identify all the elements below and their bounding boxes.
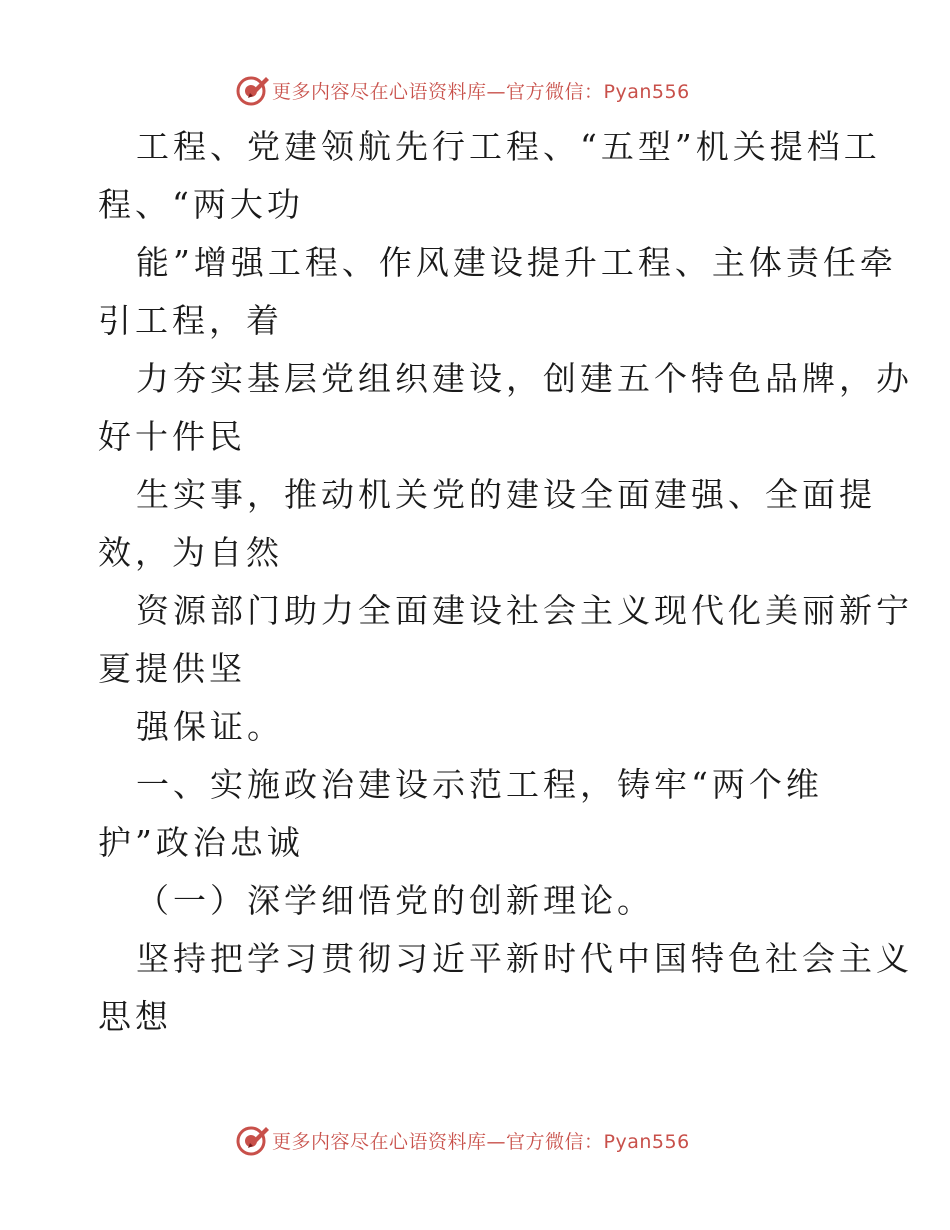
watermark-inner xyxy=(236,1122,690,1158)
text-line: 生实事，推动机关党的建设全面建强、全面提 xyxy=(136,475,876,514)
text-line: 强保证。 xyxy=(136,707,284,746)
watermark-inner xyxy=(236,72,690,108)
text-line: 效，为自然 xyxy=(98,533,283,572)
section-heading-cont: 护”政治忠诚 xyxy=(98,823,304,862)
subsection-heading: （一）深学细悟党的创新理论。 xyxy=(136,881,654,920)
text-line: 工程、党建领航先行工程、“五型”机关提档工 xyxy=(136,127,881,166)
watermark-text xyxy=(272,77,690,104)
pen-logo-icon xyxy=(236,1123,270,1157)
text-line: 程、“两大功 xyxy=(98,185,304,224)
text-line: 坚持把学习贯彻习近平新时代中国特色社会主义 xyxy=(136,939,913,978)
watermark-separator: — xyxy=(486,80,507,103)
wechat-label: 官方微信： xyxy=(506,80,604,103)
text-line: 思想 xyxy=(98,997,172,1036)
pen-logo-icon xyxy=(236,73,270,107)
watermark-banner-bottom xyxy=(0,1120,950,1160)
document-body xyxy=(98,118,913,1046)
text-line: 引工程，着 xyxy=(98,301,283,340)
watermark-separator: — xyxy=(486,1130,507,1153)
watermark-main-text: 更多内容尽在心语资料库 xyxy=(272,80,487,103)
text-line: 好十件民 xyxy=(98,417,246,456)
text-line: 力夯实基层党组织建设，创建五个特色品牌，办 xyxy=(136,359,913,398)
text-line: 能”增强工程、作风建设提升工程、主体责任牵 xyxy=(136,243,897,282)
text-line: 资源部门助力全面建设社会主义现代化美丽新宁 xyxy=(136,591,913,630)
watermark-text xyxy=(272,1127,690,1154)
watermark-banner-top xyxy=(0,70,950,110)
text-line: 夏提供坚 xyxy=(98,649,246,688)
watermark-main-text: 更多内容尽在心语资料库 xyxy=(272,1130,487,1153)
wechat-id: Pyan556 xyxy=(603,80,690,103)
section-heading: 一、实施政治建设示范工程，铸牢“两个维 xyxy=(136,765,823,804)
wechat-label: 官方微信： xyxy=(506,1130,604,1153)
wechat-id: Pyan556 xyxy=(603,1130,690,1153)
